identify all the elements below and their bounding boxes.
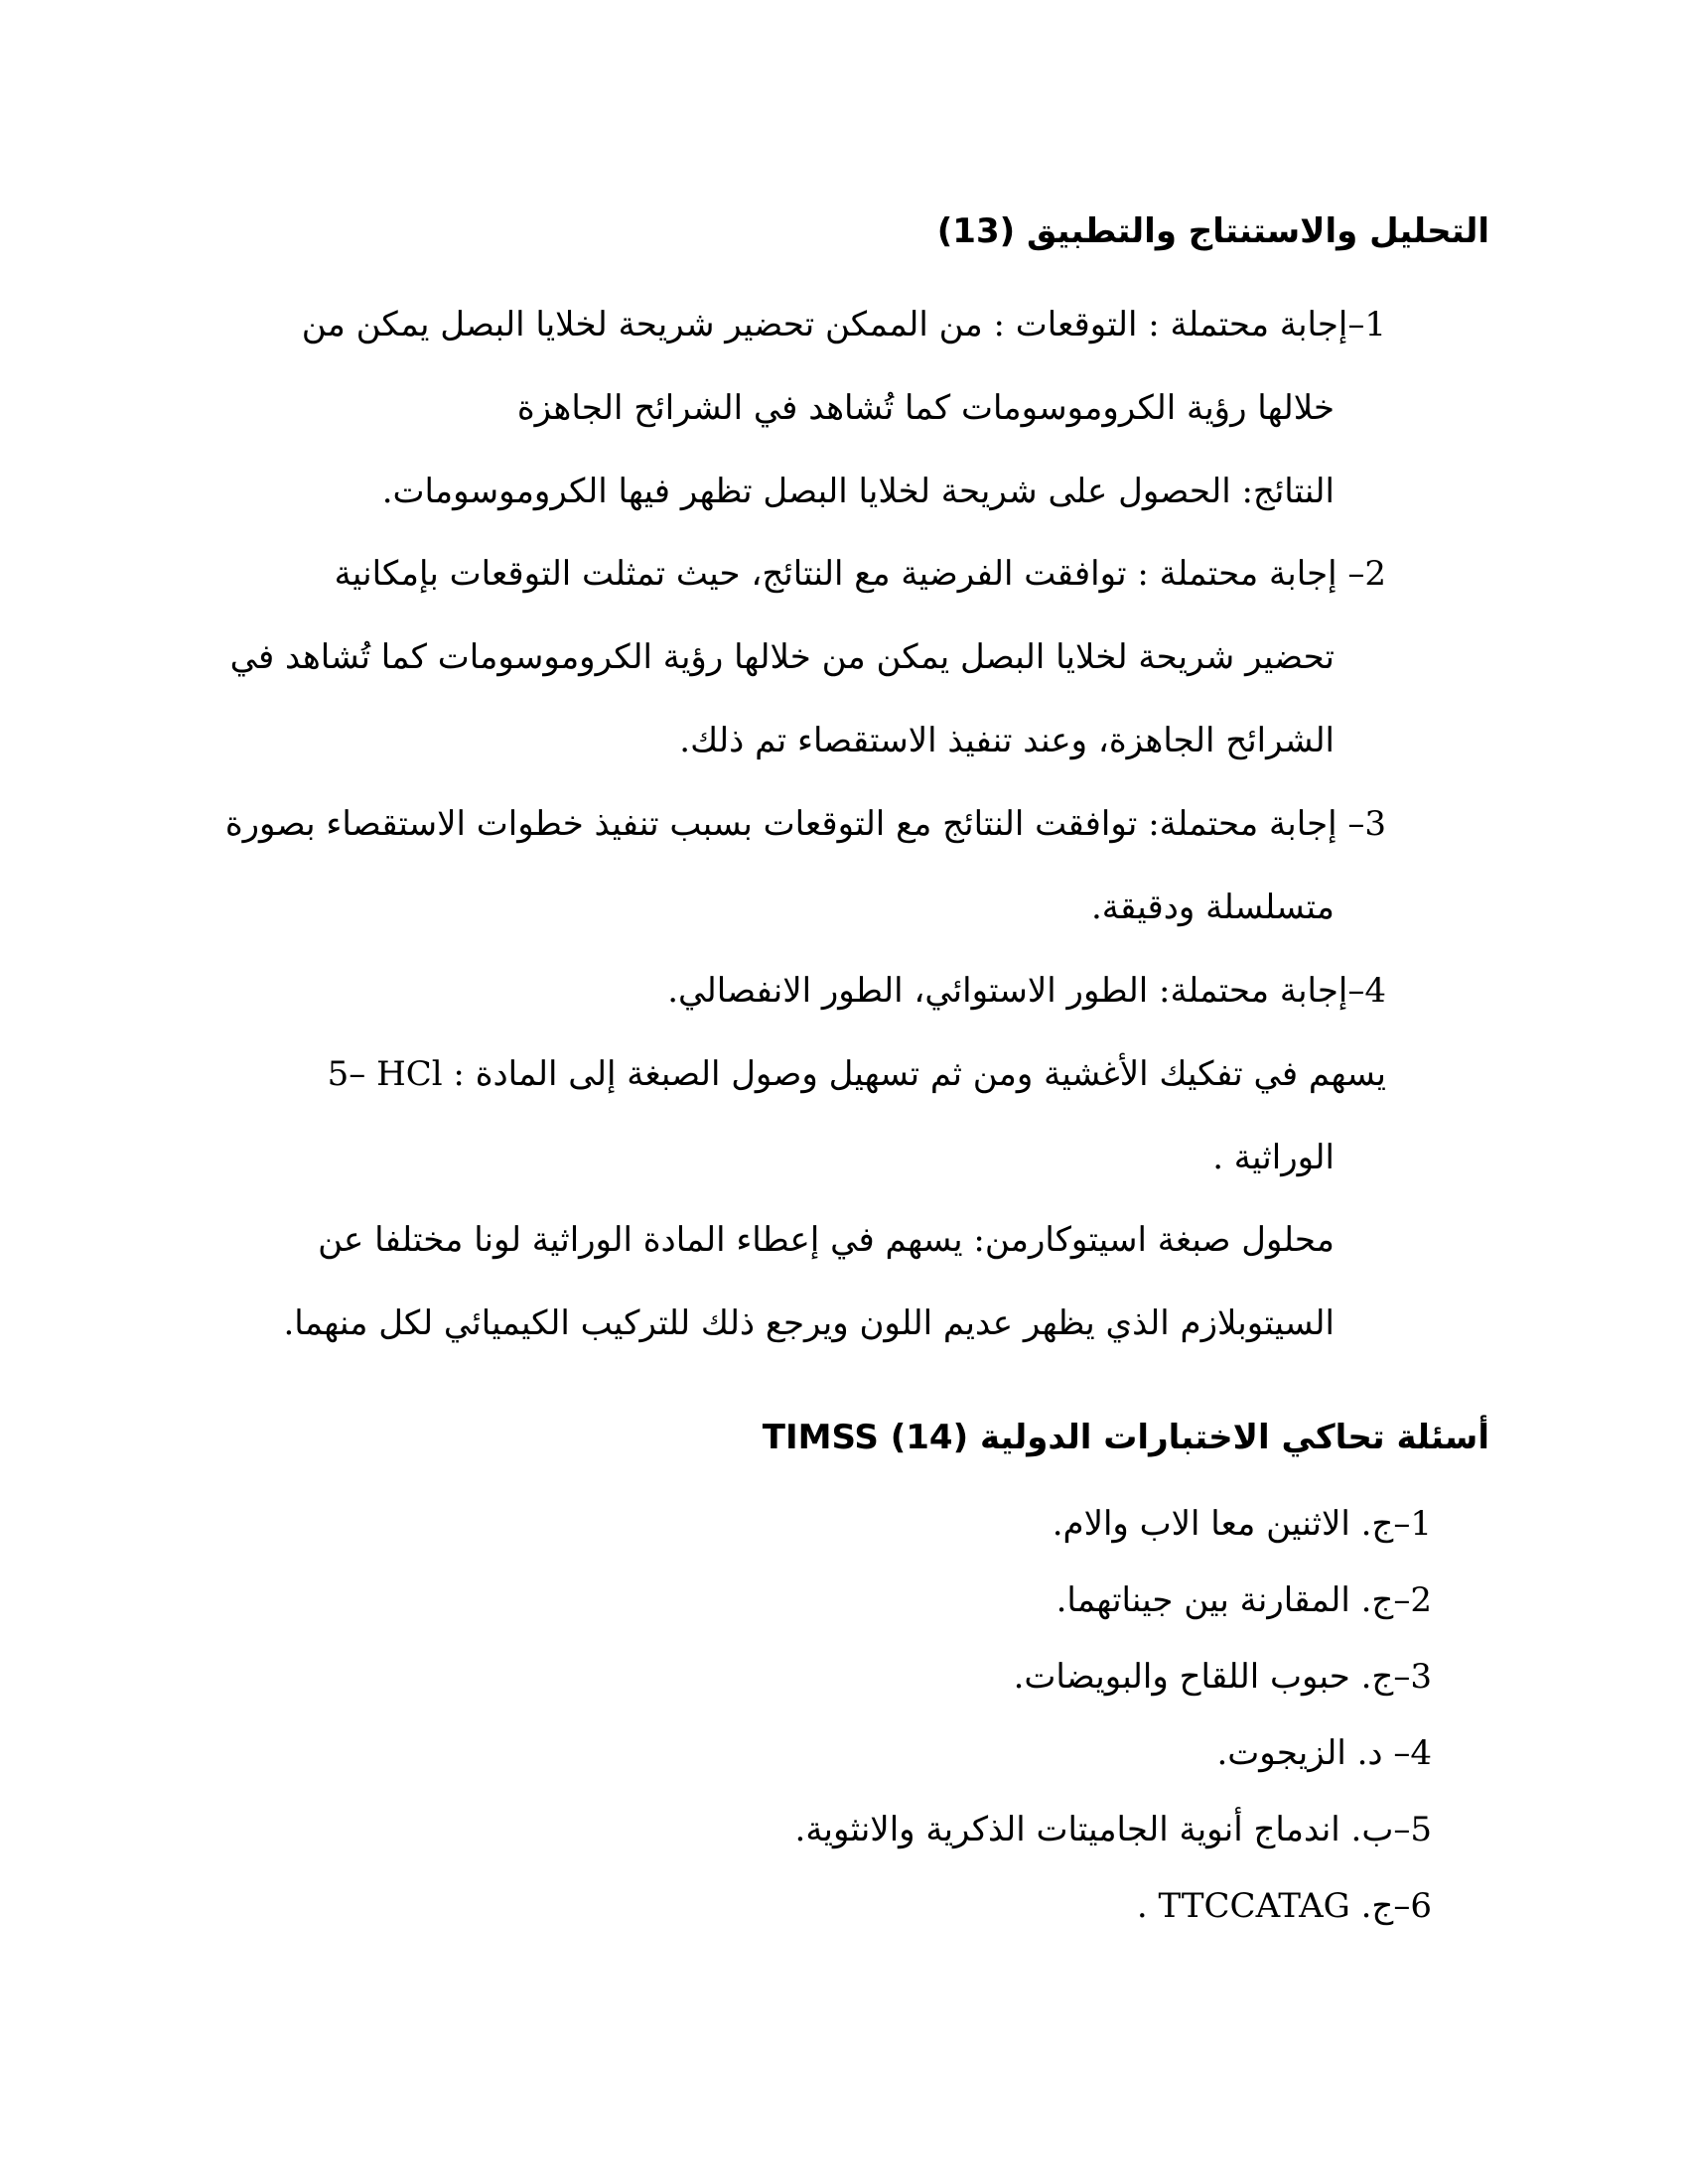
section-14-heading: أسئلة تحاكي الاختبارات الدولية TIMSS (14)	[762, 1418, 1489, 1457]
timss-answer-1: 1–ج. الاثنين معا الاب والام.	[1052, 1504, 1432, 1544]
answer-4-line: 4–إجابة محتملة: الطور الاستوائي، الطور الانفصالي.	[667, 971, 1386, 1011]
timss-answer-6: 6–ج. TTCCATAG .	[1136, 1886, 1432, 1926]
answer-2-line-3: الشرائح الجاهزة، وعند تنفيذ الاستقصاء تم ذلك.	[679, 721, 1335, 760]
answer-1-results: النتائج: الحصول على شريحة لخلايا البصل تظهر فيها الكروموسومات.	[381, 472, 1335, 511]
answer-5-line-4: السيتوبلازم الذي يظهر عديم اللون ويرجع ذلك للتركيب الكيميائي لكل منهما.	[283, 1303, 1335, 1343]
answer-2-line-1: 2– إجابة محتملة : توافقت الفرضية مع النتائج، حيث تمثلت التوقعات بإمكانية	[334, 554, 1386, 594]
section-13-heading: التحليل والاستنتاج والتطبيق (13)	[936, 211, 1489, 251]
answer-5-line-2: الوراثية .	[1212, 1138, 1335, 1177]
answer-3-line-1: 3– إجابة محتملة: توافقت النتائج مع التوقعات بسبب تنفيذ خطوات الاستقصاء بصورة	[224, 804, 1386, 844]
answer-2-line-2: تحضير شريحة لخلايا البصل يمكن من خلالها رؤية الكروموسومات كما تُشاهد في	[229, 637, 1335, 677]
timss-answer-2: 2–ج. المقارنة بين جيناتهما.	[1055, 1580, 1432, 1620]
answer-1-line-2: خلالها رؤية الكروموسومات كما تُشاهد في الشرائح الجاهزة	[516, 388, 1335, 428]
answer-3-line-2: متسلسلة ودقيقة.	[1091, 887, 1335, 927]
timss-answer-3: 3–ج. حبوب اللقاح والبويضات.	[1013, 1657, 1432, 1697]
timss-answer-5: 5–ب. اندماج أنوية الجاميتات الذكرية والانثوية.	[794, 1810, 1432, 1849]
answer-5-line-3: محلول صبغة اسيتوكارمن: يسهم في إعطاء المادة الوراثية لونا مختلفا عن	[318, 1220, 1335, 1260]
answer-1-line-1: 1–إجابة محتملة : التوقعات : من الممكن تحضير شريحة لخلايا البصل يمكن من	[301, 305, 1386, 344]
timss-answer-4: 4– د. الزيجوت.	[1216, 1733, 1432, 1773]
answer-5-line-1: 5– HCl : يسهم في تفكيك الأغشية ومن ثم تسهيل وصول الصبغة إلى المادة	[327, 1054, 1386, 1094]
